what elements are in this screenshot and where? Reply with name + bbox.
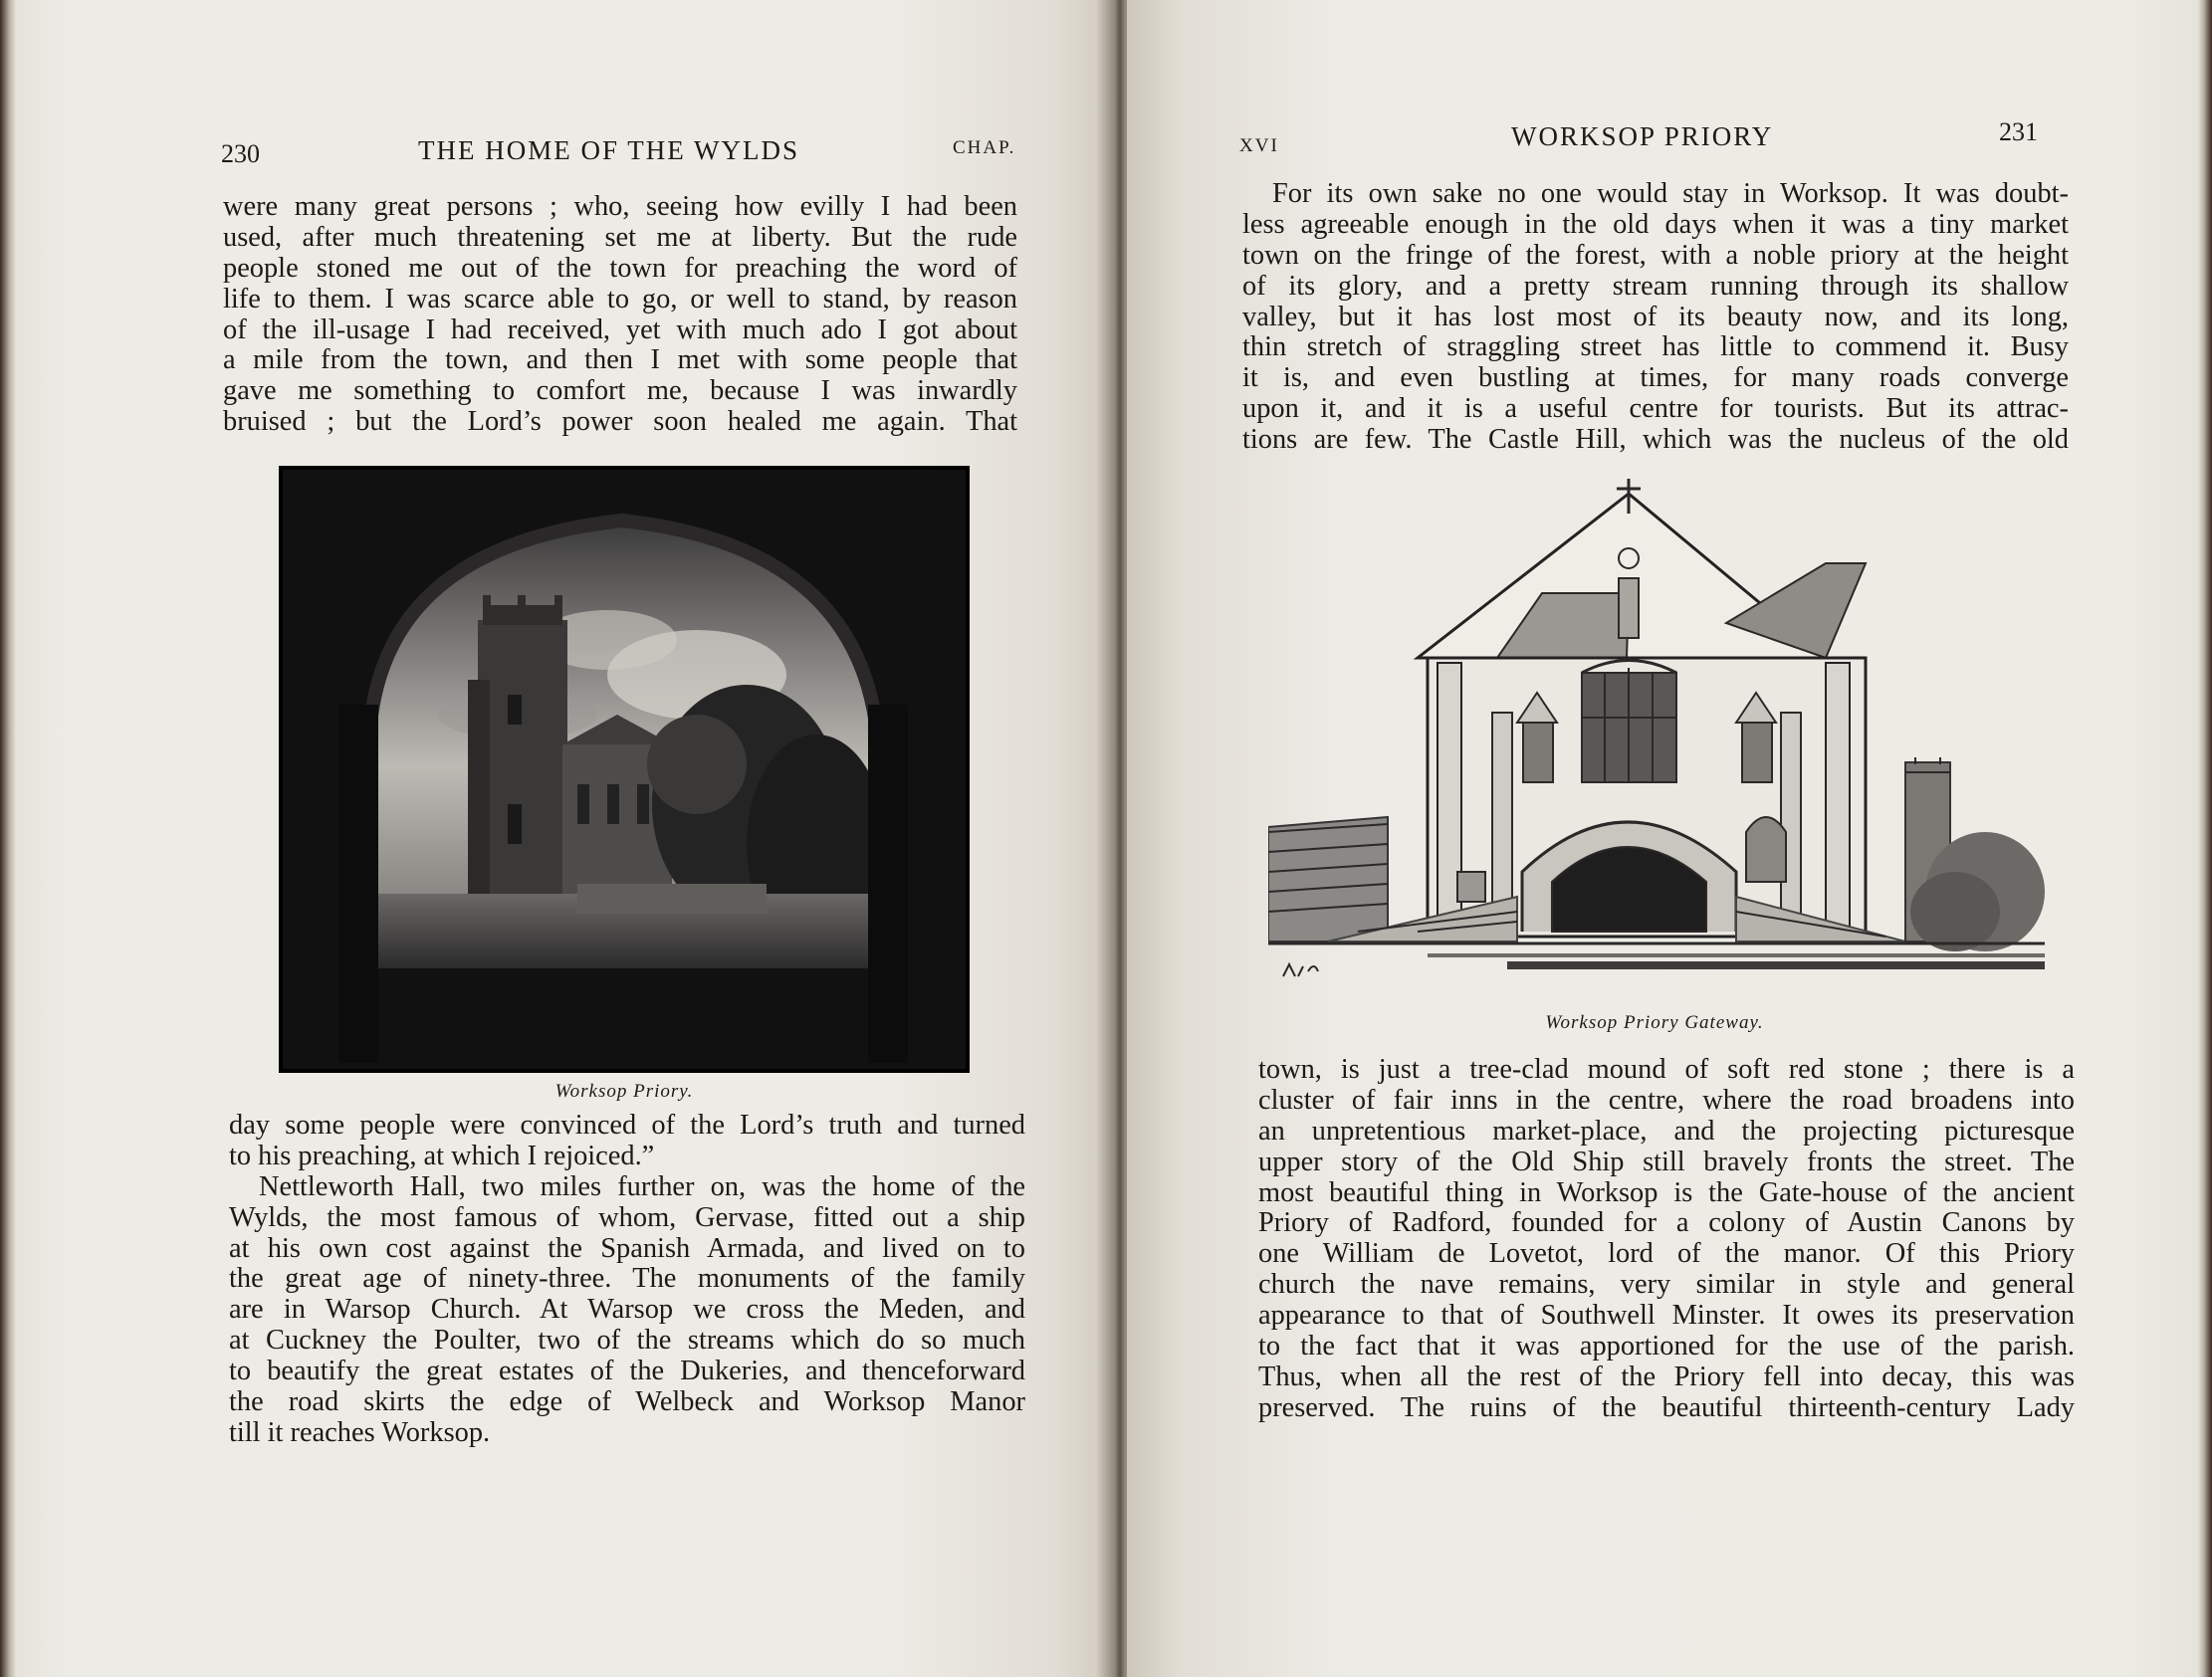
text-line: less agreeable enough in the old days when it was a tiny market bbox=[1242, 208, 2069, 240]
page-number: 230 bbox=[221, 139, 260, 168]
text-line: at his own cost against the Spanish Armada, and lived on to bbox=[229, 1232, 1025, 1264]
text-line: to his preaching, at which I rejoiced.” bbox=[229, 1140, 655, 1171]
text-line: appearance to that of Southwell Minster. It owes its preservation bbox=[1258, 1300, 2075, 1332]
text-line: upon it, and it is a useful centre for tourists. But its attrac- bbox=[1242, 393, 2069, 425]
text-line: used, after much threatening set me at liberty. But the rude bbox=[223, 221, 1017, 253]
text-line: town, is just a tree-clad mound of soft red stone ; there is a bbox=[1258, 1054, 2075, 1085]
text-line: Wylds, the most famous of whom, Gervase, fitted out a ship bbox=[229, 1201, 1025, 1233]
text-line: of the ill-usage I had received, yet with much ado I got about bbox=[223, 314, 1017, 345]
text-line: gave me something to comfort me, because I was inwardly bbox=[223, 375, 1017, 407]
text-line: at Cuckney the Poulter, two of the streams which do so much bbox=[229, 1325, 1025, 1357]
running-title: WORKSOP PRIORY bbox=[1511, 121, 1774, 151]
text-line: day some people were convinced of the Lord’s truth and turned bbox=[229, 1110, 1025, 1141]
text-line: cluster of fair inns in the centre, where the road broadens into bbox=[1258, 1084, 2075, 1116]
chapter-marker: CHAP. bbox=[953, 137, 1016, 158]
text-line: For its own sake no one would stay in Worksop. It was doubt- bbox=[1272, 178, 2069, 209]
text-line: an unpretentious market-place, and the projecting picturesque bbox=[1258, 1115, 2075, 1147]
text-line: people stoned me out of the town for preaching the word of bbox=[223, 252, 1017, 284]
text-line: upper story of the Old Ship still bravely fronts the street. The bbox=[1258, 1146, 2075, 1177]
text-line: town on the fringe of the forest, with a noble priory at the height bbox=[1242, 239, 2069, 271]
text-line: are in Warsop Church. At Warsop we cross the Meden, and bbox=[229, 1294, 1025, 1326]
text-line: till it reaches Worksop. bbox=[229, 1416, 491, 1448]
text-line: Nettleworth Hall, two miles further on, was the home of the bbox=[259, 1170, 1025, 1202]
text-line: bruised ; but the Lord’s power soon healed me again. That bbox=[223, 406, 1017, 438]
text-line: thin stretch of straggling street has little to commend it. Busy bbox=[1242, 331, 2069, 363]
text-line: the great age of ninety-three. The monuments of the family bbox=[229, 1263, 1025, 1295]
book-edge-left bbox=[0, 0, 16, 1677]
right-figure-caption: Worksop Priory Gateway. bbox=[1545, 1012, 1764, 1033]
text-line: a mile from the town, and then I met with some people that bbox=[223, 344, 1017, 376]
text-line: to beautify the great estates of the Dukeries, and thenceforward bbox=[229, 1356, 1025, 1387]
text-line: one William de Lovetot, lord of the manor. Of this Priory bbox=[1258, 1238, 2075, 1270]
text-line: church the nave remains, very similar in style and general bbox=[1258, 1269, 2075, 1301]
text-line: Priory of Radford, founded for a colony of Austin Canons by bbox=[1258, 1207, 2075, 1239]
book-edge-right bbox=[2198, 0, 2212, 1677]
text-line: to the fact that it was apportioned for the use of the parish. bbox=[1258, 1331, 2075, 1363]
left-bottom-text bbox=[229, 1111, 1025, 1449]
text-line: preserved. The ruins of the beautiful thirteenth-century Lady bbox=[1258, 1391, 2075, 1423]
text-line: tions are few. The Castle Hill, which was the nucleus of the old bbox=[1242, 424, 2069, 456]
text-line: life to them. I was scarce able to go, or well to stand, by reason bbox=[223, 283, 1017, 314]
illustration-worksop-priory bbox=[279, 466, 970, 1073]
left-top-text bbox=[223, 192, 1017, 438]
chapter-marker: XVI bbox=[1239, 135, 1279, 156]
text-line: it is, and even bustling at times, for many roads converge bbox=[1242, 362, 2069, 394]
right-page bbox=[1127, 0, 2212, 1677]
text-line: were many great persons ; who, seeing how evilly I had been bbox=[223, 191, 1017, 222]
text-line: of its glory, and a pretty stream running through its shallow bbox=[1242, 270, 2069, 302]
running-title: THE HOME OF THE WYLDS bbox=[418, 135, 799, 165]
text-line: Thus, when all the rest of the Priory fell into decay, this was bbox=[1258, 1361, 2075, 1392]
right-bottom-text bbox=[1258, 1055, 2075, 1424]
left-figure-caption: Worksop Priory. bbox=[554, 1081, 694, 1102]
page-number: 231 bbox=[1999, 117, 2038, 146]
text-line: most beautiful thing in Worksop is the Gate-house of the ancient bbox=[1258, 1176, 2075, 1208]
text-line: the road skirts the edge of Welbeck and Worksop Manor bbox=[229, 1386, 1025, 1418]
illustration-priory-gateway bbox=[1268, 474, 2045, 1001]
right-top-text bbox=[1242, 179, 2069, 456]
text-line: valley, but it has lost most of its beauty now, and its long, bbox=[1242, 301, 2069, 332]
